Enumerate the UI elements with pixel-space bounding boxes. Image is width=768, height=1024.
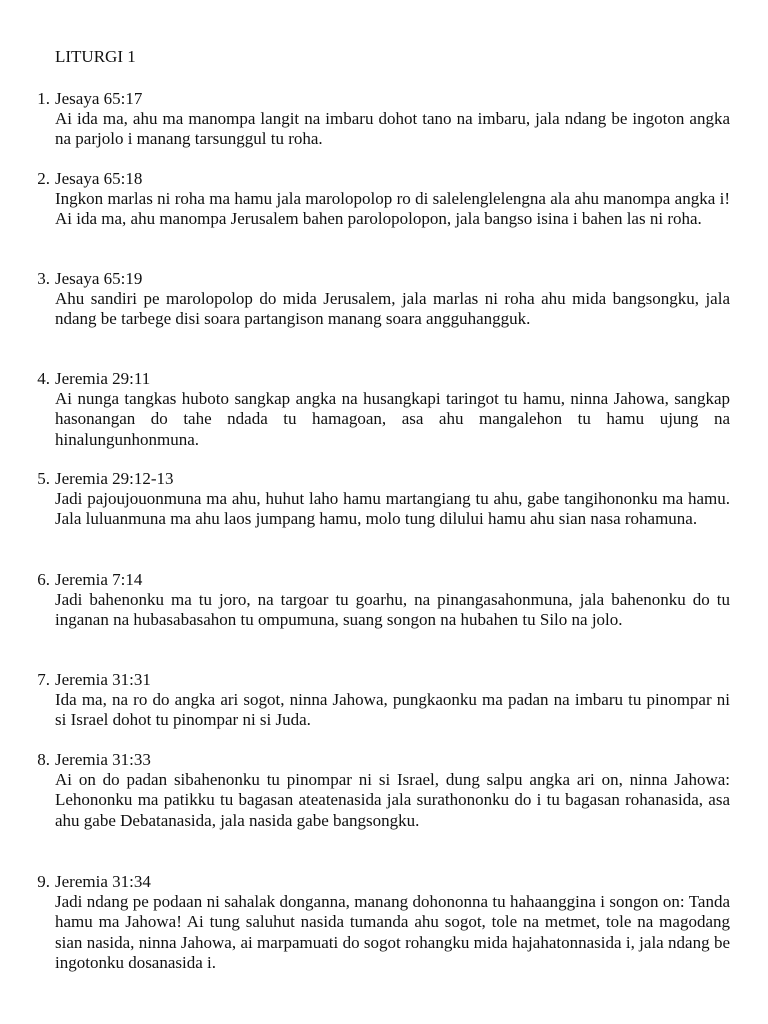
scripture-reference: Jeremia 31:31: [55, 670, 151, 689]
scripture-text: Jadi pajoujouonmuna ma ahu, huhut laho hamu martangiang tu ahu, gabe tangihononku ma hamu. Jala luluanmuna ma ahu laos jumpang hamu, molo tung dilului hamu ahu sian nasa rohamuna.: [55, 489, 730, 529]
scripture-text: Ai nunga tangkas huboto sangkap angka na husangkapi taringot tu hamu, ninna Jahowa, sangkap hasonangan do tahe ndada tu hamagoan, asa ahu mangalehon tu hamu ujung na hinalungunhonmuna.: [55, 389, 730, 449]
scripture-text: Ai ida ma, ahu ma manompa langit na imbaru dohot tano na imbaru, jala ndang be ingoton angka na parjolo i manang tarsunggul tu roha.: [55, 109, 730, 149]
scripture-text: Ahu sandiri pe marolopolop do mida Jerusalem, jala marlas ni roha ahu mida bangsongku, jala ndang be tarbege disi soara partangison manang soara angguhangguk.: [55, 289, 730, 329]
document-title: LITURGI 1: [55, 47, 136, 66]
entry-number: 7.: [37, 670, 50, 689]
scripture-reference: Jeremia 31:34: [55, 872, 151, 891]
entry-number: 9.: [37, 872, 50, 891]
scripture-text: Jadi ndang pe podaan ni sahalak donganna, manang dohononna tu hahaanggina i songon on: Tanda hamu ma Jahowa! Ai tung saluhut nasida tumanda ahu sogot, tole na metmet, tole na magodang sian nasida, ninna Jahowa, ai marpamuati do sogot rohangku mida hajahatonnasida i, jala ndang be ingotonku dosanasida i.: [55, 892, 730, 972]
entry-number: 8.: [37, 750, 50, 769]
scripture-text: Jadi bahenonku ma tu joro, na targoar tu goarhu, na pinangasahonmuna, jala bahenonku do tu inganan na hubasabasahon tu ompumuna, suang songon na hubahen tu Silo na jolo.: [55, 590, 730, 630]
entry-number: 2.: [37, 169, 50, 188]
entry-number: 1.: [37, 89, 50, 108]
scripture-text: Ida ma, na ro do angka ari sogot, ninna Jahowa, pungkaonku ma padan na imbaru tu pinompar ni si Israel dohot tu pinompar ni si Juda.: [55, 690, 730, 730]
scripture-reference: Jesaya 65:17: [55, 89, 143, 108]
scripture-text: Ai on do padan sibahenonku tu pinompar ni si Israel, dung salpu angka ari on, ninna Jahowa: Lehononku ma patikku tu bagasan ateatenasida jala surathononku do i tu bagasan rohanasida, asa ahu gabe Debatanasida, jala nasida gabe bangsongku.: [55, 770, 730, 830]
scripture-reference: Jeremia 29:12-13: [55, 469, 174, 488]
entry-number: 6.: [37, 570, 50, 589]
entry-number: 4.: [37, 369, 50, 388]
entry-number: 5.: [37, 469, 50, 488]
entry-number: 3.: [37, 269, 50, 288]
scripture-reference: Jeremia 31:33: [55, 750, 151, 769]
scripture-reference: Jeremia 7:14: [55, 570, 143, 589]
scripture-reference: Jeremia 29:11: [55, 369, 151, 388]
scripture-reference: Jesaya 65:18: [55, 169, 143, 188]
scripture-reference: Jesaya 65:19: [55, 269, 143, 288]
scripture-text: Ingkon marlas ni roha ma hamu jala marolopolop ro di salelenglelengna ala ahu manompa angka i! Ai ida ma, ahu manompa Jerusalem bahen parolopolopon, jala bangso isina i bahen las ni roha.: [55, 189, 730, 229]
